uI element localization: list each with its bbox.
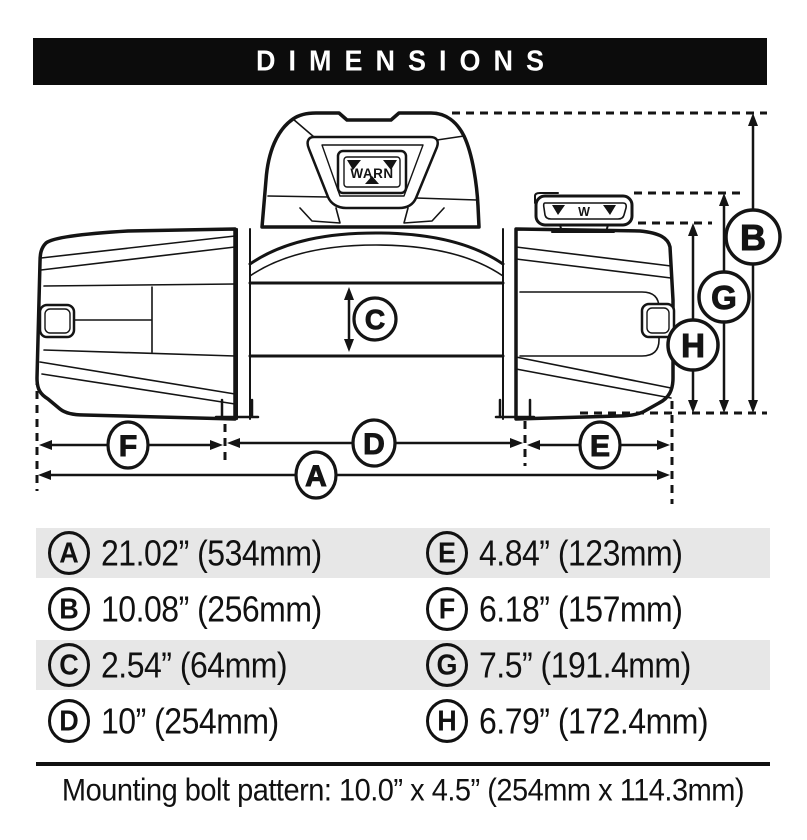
warn-logo-text: WARN [350, 166, 394, 181]
control-pack [262, 113, 479, 227]
dim-value: 10.08” (256mm) [101, 588, 322, 629]
table-row [36, 696, 770, 746]
dim-entry-c [36, 644, 426, 686]
dim-entry-a [36, 532, 426, 574]
dim-arrow-d [227, 420, 523, 466]
svg-text:G: G [711, 279, 737, 316]
dim-entry-h [426, 700, 770, 742]
header-bar [33, 38, 767, 85]
winch-dimension-diagram [0, 95, 807, 520]
dim-letter-badge: G [426, 643, 468, 687]
table-row [36, 640, 770, 690]
svg-text:F: F [118, 430, 138, 463]
dim-letter-badge: B [48, 587, 90, 631]
left-support [37, 229, 258, 419]
clutch-lever [535, 193, 632, 232]
svg-text:E: E [589, 430, 611, 463]
dim-value: 6.79” (172.4mm) [479, 700, 709, 741]
dim-value: 6.18” (157mm) [479, 588, 683, 629]
dim-arrow-e [527, 422, 670, 468]
dim-arrow-c [344, 287, 396, 352]
svg-text:B: B [740, 217, 766, 258]
dim-value: 21.02” (534mm) [101, 532, 322, 573]
svg-text:C: C [364, 304, 386, 335]
clutch-logo-text: W [578, 205, 590, 219]
dim-letter-badge: D [48, 699, 90, 743]
dim-letter-badge: F [426, 587, 468, 631]
dim-entry-g [426, 644, 770, 686]
table-row [36, 584, 770, 634]
table-row [36, 528, 770, 578]
footer-divider [36, 762, 770, 766]
right-support [496, 229, 674, 419]
page-title: DIMENSIONS [255, 45, 558, 77]
dim-value: 7.5” (191.4mm) [479, 644, 691, 685]
warn-badge [338, 151, 406, 193]
dim-letter-badge: E [426, 531, 468, 575]
dim-value: 4.84” (123mm) [479, 532, 683, 573]
dim-entry-b [36, 588, 426, 630]
svg-text:D: D [363, 428, 385, 461]
dimension-table [36, 528, 770, 746]
dim-value: 2.54” (64mm) [101, 644, 288, 685]
dim-arrow-f [39, 422, 223, 468]
dim-letter-badge: C [48, 643, 90, 687]
svg-text:A: A [305, 460, 327, 493]
dim-letter-badge: A [48, 531, 90, 575]
svg-text:H: H [681, 327, 705, 364]
dim-entry-e [426, 532, 770, 574]
winch-drawing [37, 113, 674, 419]
mounting-bolt-note: Mounting bolt pattern: 10.0” x 4.5” (254mm x 114.3mm) [61, 773, 745, 809]
dim-arrow-b [726, 113, 780, 413]
dim-value: 10” (254mm) [101, 700, 279, 741]
dim-entry-f [426, 588, 770, 630]
dim-letter-badge: H [426, 699, 468, 743]
dim-entry-d [36, 700, 426, 742]
